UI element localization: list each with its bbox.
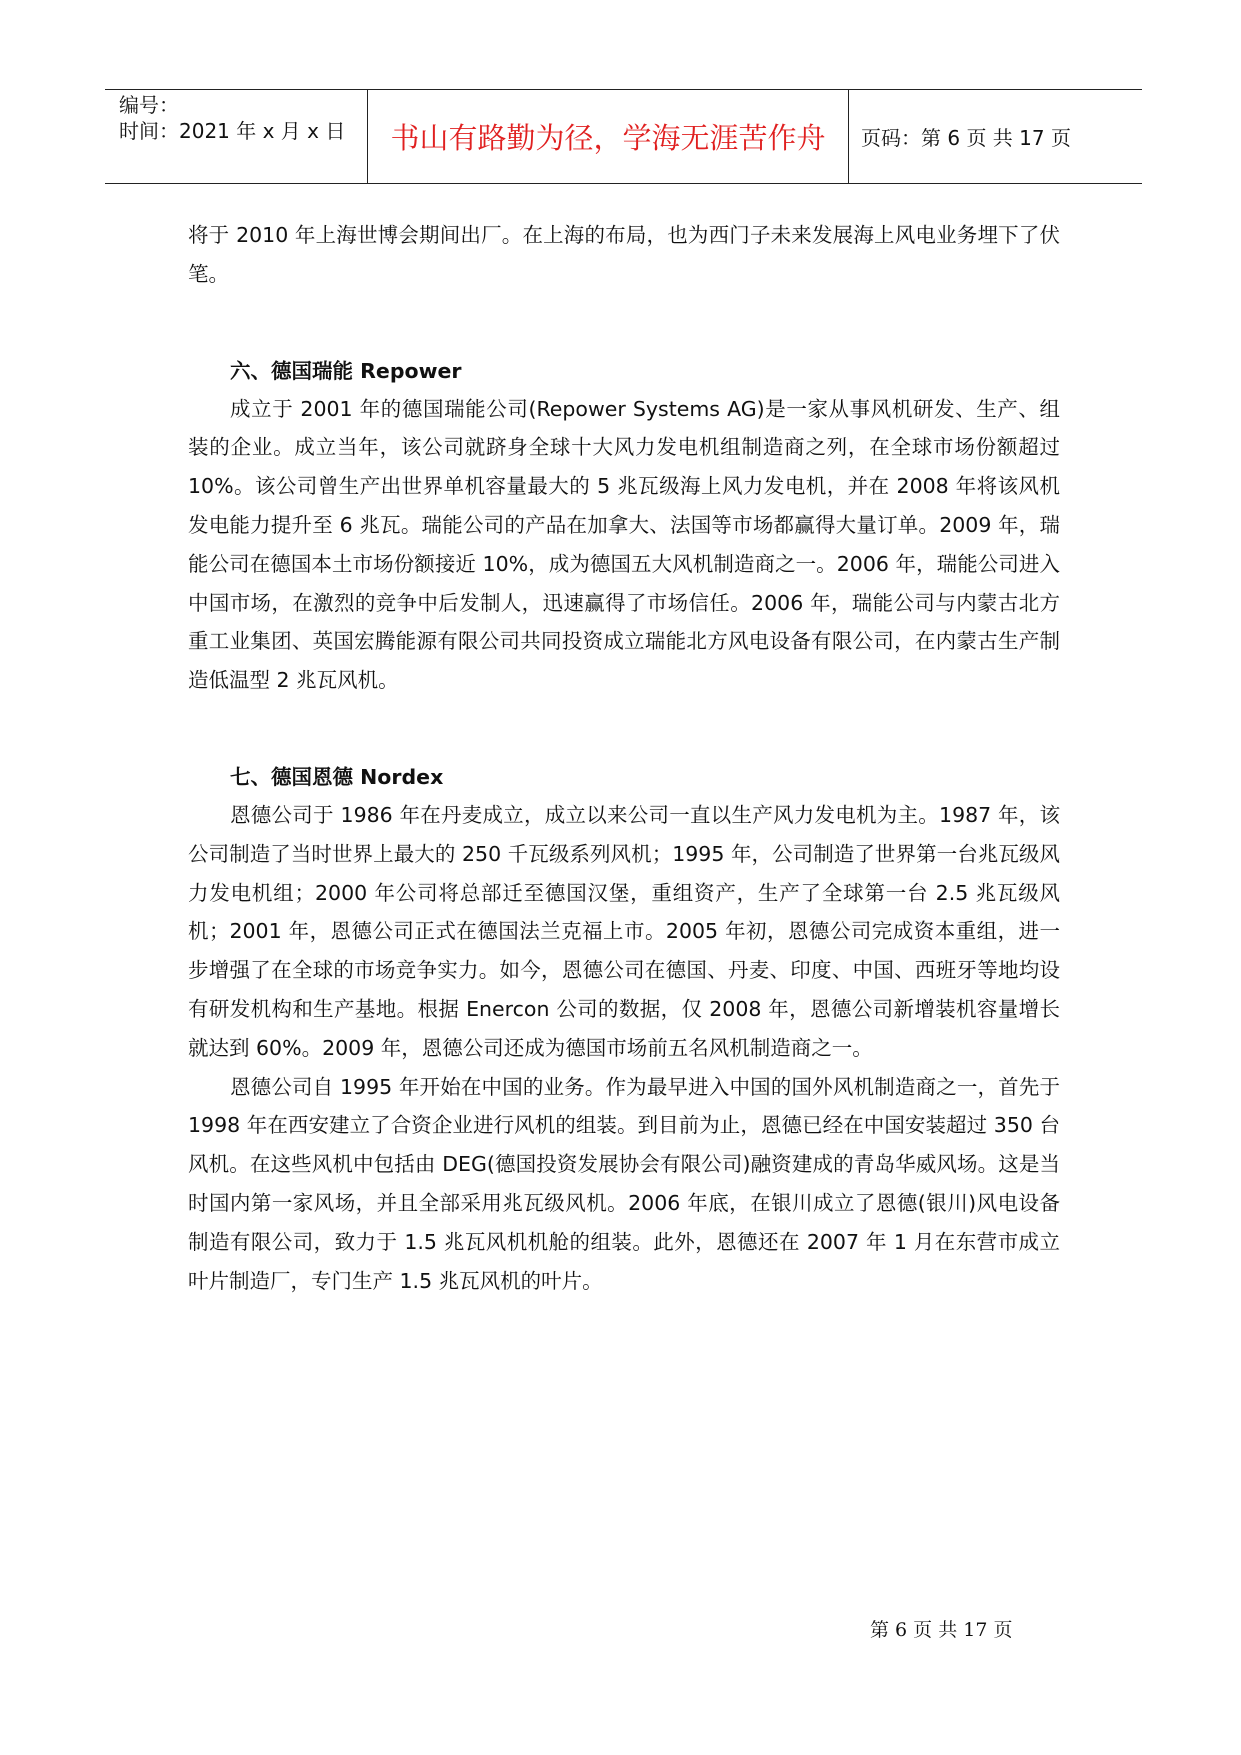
- page-header: [105, 89, 1142, 184]
- paragraph-nordex-1: 恩德公司于 1986 年在丹麦成立，成立以来公司一直以生产风力发电机为主。1987 年，该公司制造了当时世界上最大的 250 千瓦级系列风机；1995 年，公司制造了世界第一台兆瓦级风力发电机组；2000 年公司将总部迁至德国汉堡，重组资产，生产了全球第一台 2.5 兆瓦级风机；2001 年，恩德公司正式在德国法兰克福上市。2005 年初，恩德公司完成资本重组，进一步增强了在全球的市场竞争实力。如今，恩德公司在德国、丹麦、印度、中国、西班牙等地均设有研发机构和生产基地。根据 Enercon 公司的数据，仅 2008 年，恩德公司新增装机容量增长就达到 60%。2009 年，恩德公司还成为德国市场前五名风机制造商之一。: [188, 802, 1060, 1060]
- document-body: [188, 216, 1067, 1300]
- serial-number-label: 编号：: [119, 93, 179, 117]
- paragraph-repower: 成立于 2001 年的德国瑞能公司(Repower Systems AG)是一家从事风机研发、生产、组装的企业。成立当年，该公司就跻身全球十大风力发电机组制造商之列，在全球市场份额超过 10%。该公司曾生产出世界单机容量最大的 5 兆瓦级海上风力发电机，并在 2008 年将该风机发电能力提升至 6 兆瓦。瑞能公司的产品在加拿大、法国等市场都赢得大量订单。2009 年，瑞能公司在德国本土市场份额接近 10%，成为德国五大风机制造商之一。2006 年，瑞能公司进入中国市场，在激烈的竞争中后发制人，迅速赢得了市场信任。2006 年，瑞能公司与内蒙古北方重工业集团、英国宏腾能源有限公司共同投资成立瑞能北方风电设备有限公司，在内蒙古生产制造低温型 2 兆瓦风机。: [188, 396, 1067, 693]
- intro-paragraph: 将于 2010 年上海世博会期间出厂。在上海的布局，也为西门子未来发展海上风电业务埋下了伏笔。: [188, 223, 1060, 286]
- header-meta-cell: [105, 90, 368, 183]
- paragraph-nordex-2: 恩德公司自 1995 年开始在中国的业务。作为最早进入中国的国外风机制造商之一，首先于 1998 年在西安建立了合资企业进行风机的组装。到目前为止，恩德已经在中国安装超过 350 台风机。在这些风机中包括由 DEG(德国投资发展协会有限公司)融资建成的青岛华威风场。这是当时国内第一家风场，并且全部采用兆瓦级风机。2006 年底，在银川成立了恩德(银川)风电设备制造有限公司，致力于 1.5 兆瓦风机机舱的组装。此外，恩德还在 2007 年 1 月在东营市成立叶片制造厂，专门生产 1.5 兆瓦风机的叶片。: [188, 1074, 1067, 1293]
- page-footer: 第 6 页 共 17 页: [870, 1619, 1013, 1641]
- header-page-info: 页码：第 6 页 共 17 页: [861, 126, 1071, 150]
- section-heading-nordex: 七、德国恩德 Nordex: [230, 764, 444, 789]
- section-heading-repower: 六、德国瑞能 Repower: [230, 358, 462, 383]
- header-motto-cell: [368, 90, 849, 183]
- header-motto: 书山有路勤为径，学海无涯苦作舟: [390, 121, 826, 155]
- date-label: 时间：2021 年 x 月 x 日: [119, 119, 346, 143]
- header-page-cell: [849, 90, 1142, 183]
